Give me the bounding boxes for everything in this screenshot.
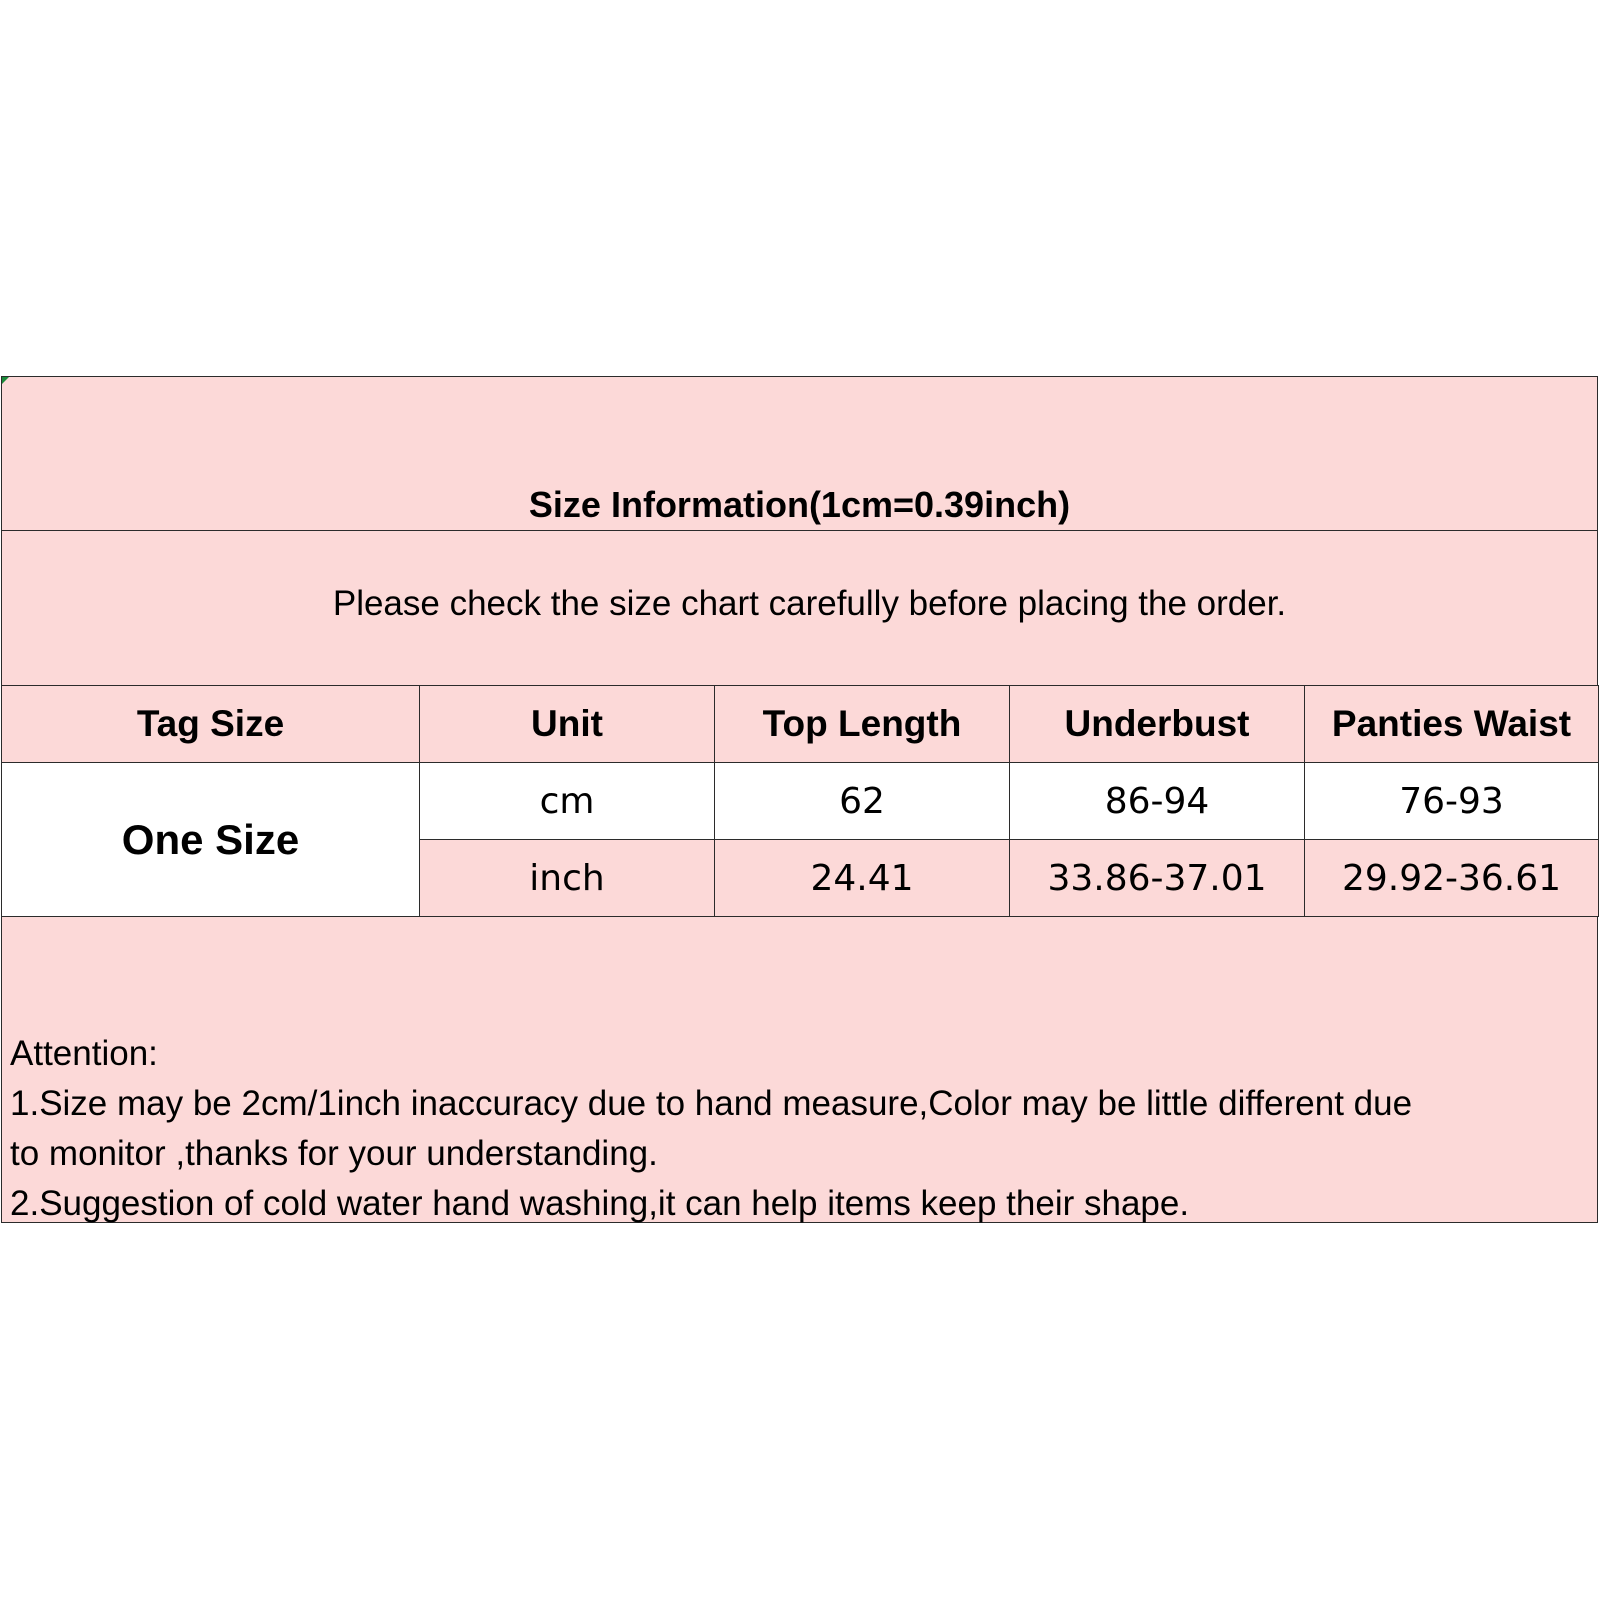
top-length-cell: 24.41	[715, 840, 1010, 917]
header-unit: Unit	[420, 686, 715, 763]
table-header-row	[2, 686, 1599, 763]
underbust-cell: 86-94	[1010, 763, 1305, 840]
header-tag-size: Tag Size	[2, 686, 420, 763]
header-top-length: Top Length	[715, 686, 1010, 763]
title-cell	[2, 377, 1597, 531]
attention-heading: Attention:	[10, 1034, 158, 1073]
header-panties-waist: Panties Waist	[1305, 686, 1599, 763]
unit-cell: cm	[420, 763, 715, 840]
top-length-cell: 62	[715, 763, 1010, 840]
notice-cell	[2, 531, 1597, 686]
underbust-cell: 33.86-37.01	[1010, 840, 1305, 917]
panties-waist-cell: 76-93	[1305, 763, 1599, 840]
size-table	[1, 685, 1599, 917]
attention-line-2: to monitor ,thanks for your understanding.	[10, 1134, 658, 1173]
attention-line-1: 1.Size may be 2cm/1inch inaccuracy due to hand measure,Color may be little different due	[10, 1084, 1413, 1123]
check-size-notice: Please check the size chart carefully before placing the order.	[332, 584, 1287, 623]
table-row	[2, 763, 1599, 840]
panties-waist-cell: 29.92-36.61	[1305, 840, 1599, 917]
attention-line-3: 2.Suggestion of cold water hand washing,it can help items keep their shape.	[10, 1184, 1190, 1223]
tag-size-value: One Size	[2, 763, 420, 917]
attention-notes	[10, 1029, 1590, 1229]
size-info-title: Size Information(1cm=0.39inch)	[528, 484, 1071, 525]
unit-cell: inch	[420, 840, 715, 917]
header-underbust: Underbust	[1010, 686, 1305, 763]
size-chart-sheet	[1, 376, 1598, 1223]
